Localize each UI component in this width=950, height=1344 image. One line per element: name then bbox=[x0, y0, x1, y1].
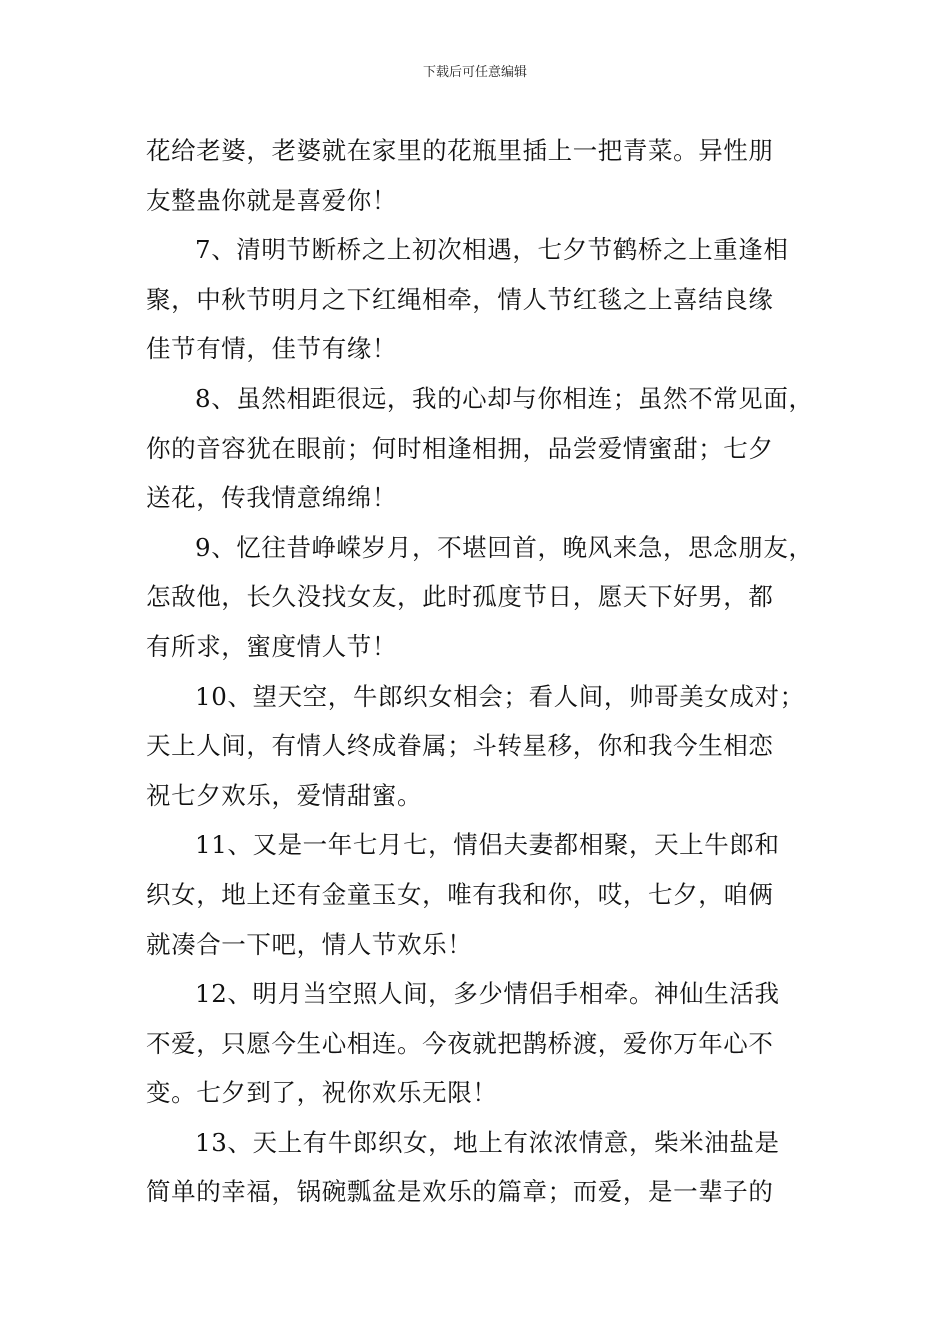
paragraph-start-line: 13、天上有牛郎织女，地上有浓浓情意，柴米油盐是 bbox=[195, 1127, 780, 1157]
text-line: 花给老婆，老婆就在家里的花瓶里插上一把青菜。异性朋 bbox=[146, 136, 774, 165]
text-line: 不爱，只愿今生心相连。今夜就把鹊桥渡，爱你万年心不 bbox=[146, 1028, 774, 1058]
text-line: 聚，中秋节明月之下红绳相牵，情人节红毯之上喜结良缘 bbox=[146, 284, 774, 314]
paragraph-start-line: 11、又是一年七月七，情侣夫妻都相聚，天上牛郎和 bbox=[195, 830, 780, 860]
text-line: 怎敌他，长久没找女友，此时孤度节日，愿天下好男，都 bbox=[146, 582, 774, 612]
text-line: 就凑合一下吧，情人节欢乐！ bbox=[146, 929, 473, 959]
text-line: 天上人间，有情人终成眷属；斗转星移，你和我今生相恋 bbox=[146, 731, 774, 761]
text-line: 佳节有情，佳节有缘！ bbox=[146, 334, 397, 364]
text-line: 友整蛊你就是喜爱你！ bbox=[146, 185, 397, 215]
text-line: 你的音容犹在眼前；何时相逢相拥，品尝爱情蜜甜；七夕 bbox=[146, 433, 774, 463]
paragraph-start-line: 8、虽然相距很远，我的心却与你相连；虽然不常见面， bbox=[195, 383, 814, 413]
text-line: 有所求，蜜度情人节！ bbox=[146, 631, 397, 661]
page-header: 下载后可任意编辑 bbox=[422, 65, 527, 80]
text-line: 祝七夕欢乐，爱情甜蜜。 bbox=[146, 780, 423, 810]
text-line: 变。七夕到了，祝你欢乐无限！ bbox=[146, 1078, 498, 1108]
paragraph-start-line: 9、忆往昔峥嵘岁月，不堪回首，晚风来急，思念朋友， bbox=[195, 532, 814, 562]
text-line: 简单的幸福，锅碗瓢盆是欢乐的篇章；而爱，是一辈子的 bbox=[146, 1177, 774, 1207]
paragraph-start-line: 12、明月当空照人间，多少情侣手相牵。神仙生活我 bbox=[195, 979, 780, 1009]
document-body bbox=[146, 126, 816, 1217]
text-line: 织女，地上还有金童玉女，唯有我和你，哎，七夕，咱俩 bbox=[146, 879, 774, 909]
paragraph-start-line: 7、清明节断桥之上初次相遇，七夕节鹤桥之上重逢相 bbox=[195, 235, 789, 265]
text-line: 送花，传我情意绵绵！ bbox=[146, 483, 397, 513]
paragraph-start-line: 10、望天空，牛郎织女相会；看人间，帅哥美女成对； bbox=[195, 681, 805, 711]
